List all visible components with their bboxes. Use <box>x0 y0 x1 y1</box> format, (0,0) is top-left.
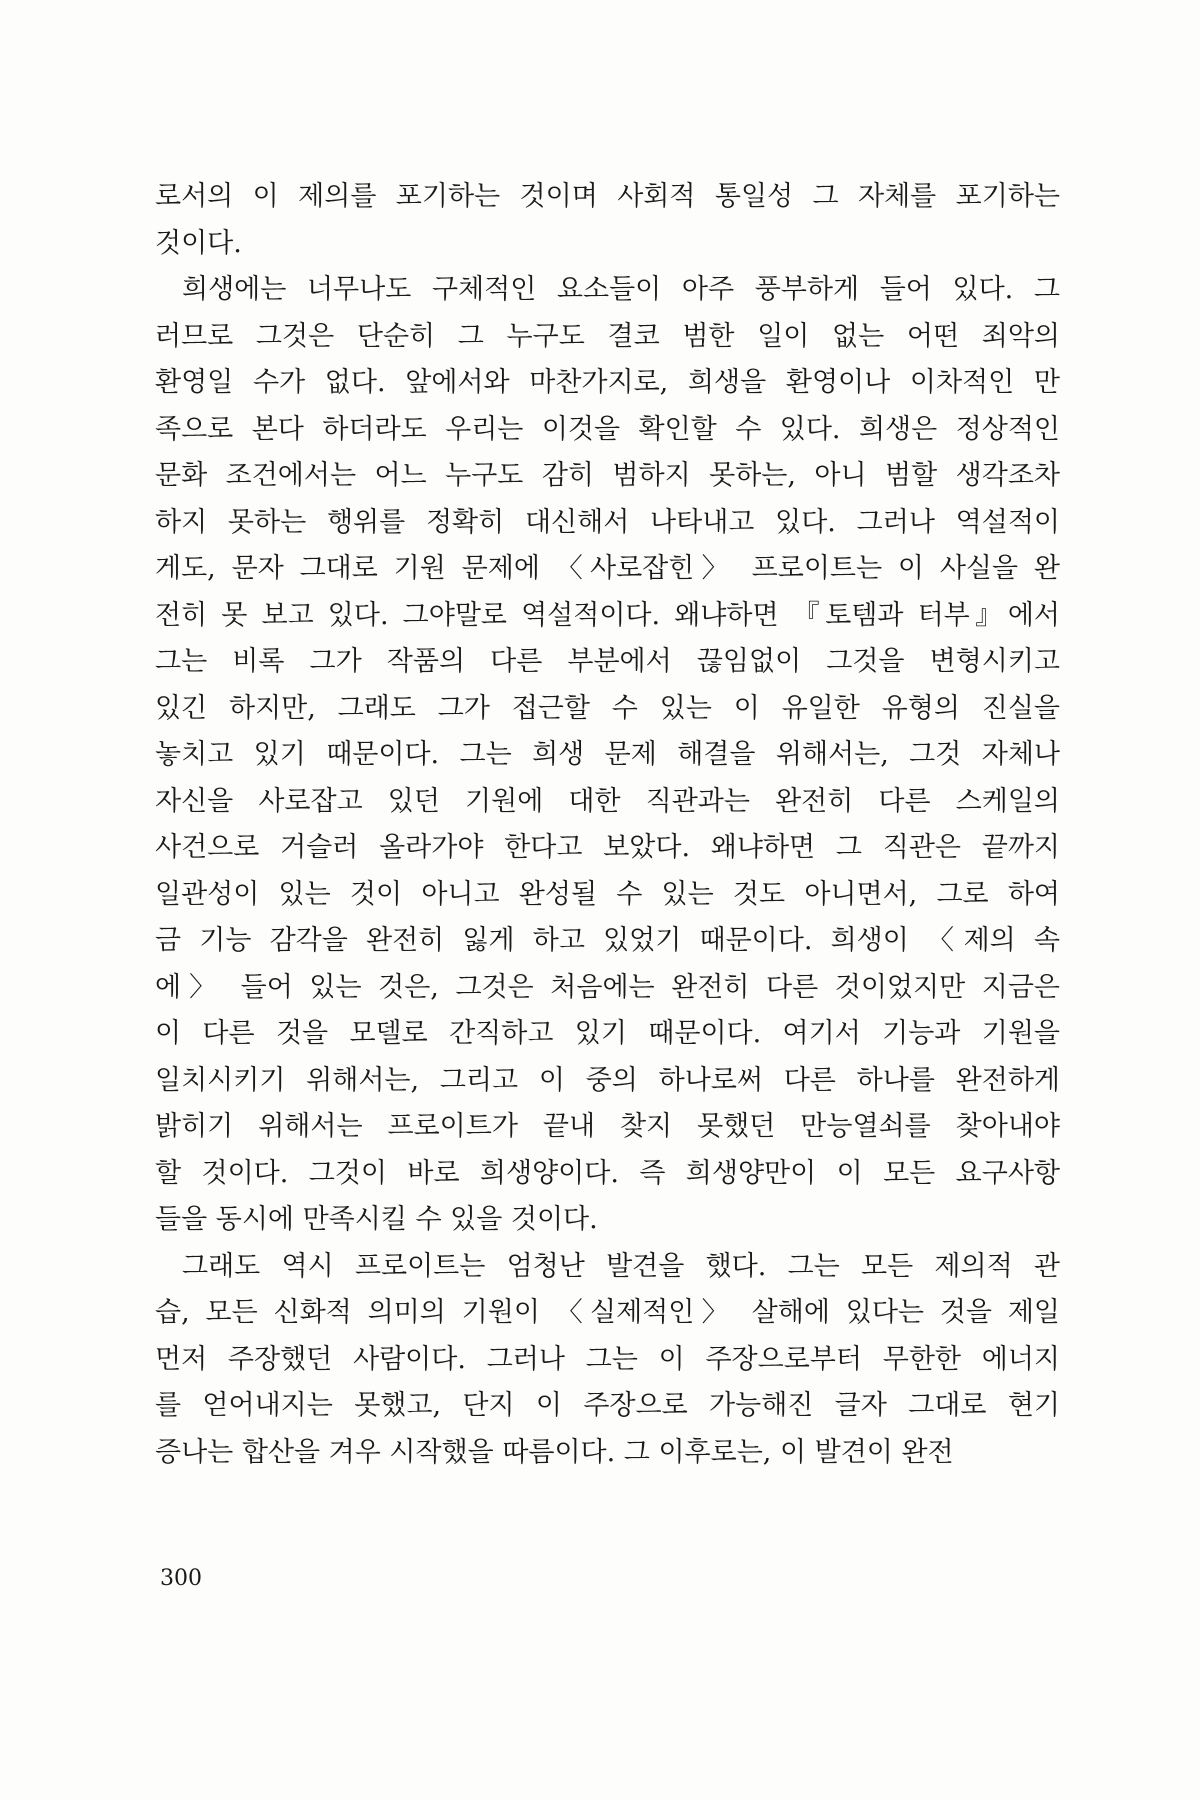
text-line: 놓치고 있기 때문이다. 그는 희생 문제 해결을 위해서는, 그것 자체나 <box>155 739 1060 770</box>
text-line: 먼저 주장했던 사람이다. 그러나 그는 이 주장으로부터 무한한 에너지 <box>155 1343 1060 1375</box>
text-line: 게도, 문자 그대로 기원 문제에 〈사로잡힌〉 프로이트는 이 사실을 완 <box>155 553 1060 584</box>
text-line: 문화 조건에서는 어느 누구도 감히 범하지 못하는, 아니 범할 생각조차 <box>155 460 1060 491</box>
text-line: 금 기능 감각을 완전히 잃게 하고 있었기 때문이다. 희생이 〈제의 속 <box>155 925 1060 956</box>
text-line: 그래도 역시 프로이트는 엄청난 발견을 했다. 그는 모든 제의적 관 <box>182 1250 1060 1282</box>
text-line: 환영일 수가 없다. 앞에서와 마찬가지로, 희생을 환영이나 이차적인 만 <box>155 367 1060 398</box>
text-line: 증나는 합산을 겨우 시작했을 따름이다. 그 이후로는, 이 발견이 완전 <box>155 1436 954 1468</box>
body-text <box>155 174 1060 1476</box>
text-line: 족으로 본다 하더라도 우리는 이것을 확인할 수 있다. 희생은 정상적인 <box>155 413 1060 445</box>
text-line: 그는 비록 그가 작품의 다른 부분에서 끊임없이 그것을 변형시키고 <box>155 646 1060 677</box>
text-line: 하지 못하는 행위를 정확히 대신해서 나타내고 있다. 그러나 역설적이 <box>155 506 1060 538</box>
paragraph <box>155 267 1060 1244</box>
text-line: 러므로 그것은 단순히 그 누구도 결코 범한 일이 없는 어떤 죄악의 <box>155 320 1060 352</box>
text-line: 자신을 사로잡고 있던 기원에 대한 직관과는 완전히 다른 스케일의 <box>155 785 1060 817</box>
text-line: 습, 모든 신화적 의미의 기원이 〈실제적인〉 살해에 있다는 것을 제일 <box>155 1297 1060 1328</box>
text-line: 할 것이다. 그것이 바로 희생양이다. 즉 희생양만이 이 모든 요구사항 <box>155 1157 1060 1189</box>
text-line: 것이다. <box>155 227 242 259</box>
text-line: 일치시키기 위해서는, 그리고 이 중의 하나로써 다른 하나를 완전하게 <box>155 1064 1060 1096</box>
text-line: 전히 못 보고 있다. 그야말로 역설적이다. 왜냐하면 『토템과 터부』에서 <box>155 599 1060 631</box>
paragraph <box>155 174 1060 267</box>
text-line: 희생에는 너무나도 구체적인 요소들이 아주 풍부하게 들어 있다. 그 <box>182 274 1060 305</box>
page-number: 300 <box>160 1566 202 1591</box>
text-line: 있긴 하지만, 그래도 그가 접근할 수 있는 이 유일한 유형의 진실을 <box>155 692 1060 724</box>
text-line: 에〉 들어 있는 것은, 그것은 처음에는 완전히 다른 것이었지만 지금은 <box>155 971 1060 1003</box>
text-line: 로서의 이 제의를 포기하는 것이며 사회적 통일성 그 자체를 포기하는 <box>155 181 1060 212</box>
text-line: 를 얻어내지는 못했고, 단지 이 주장으로 가능해진 글자 그대로 현기 <box>155 1390 1060 1421</box>
text-line: 일관성이 있는 것이 아니고 완성될 수 있는 것도 아니면서, 그로 하여 <box>155 878 1060 910</box>
text-line: 이 다른 것을 모델로 간직하고 있기 때문이다. 여기서 기능과 기원을 <box>155 1018 1060 1049</box>
text-line: 들을 동시에 만족시킬 수 있을 것이다. <box>155 1204 598 1235</box>
text-line: 밝히기 위해서는 프로이트가 끝내 찾지 못했던 만능열쇠를 찾아내야 <box>155 1111 1060 1142</box>
paragraph <box>155 1244 1060 1477</box>
text-line: 사건으로 거슬러 올라가야 한다고 보았다. 왜냐하면 그 직관은 끝까지 <box>155 832 1060 863</box>
